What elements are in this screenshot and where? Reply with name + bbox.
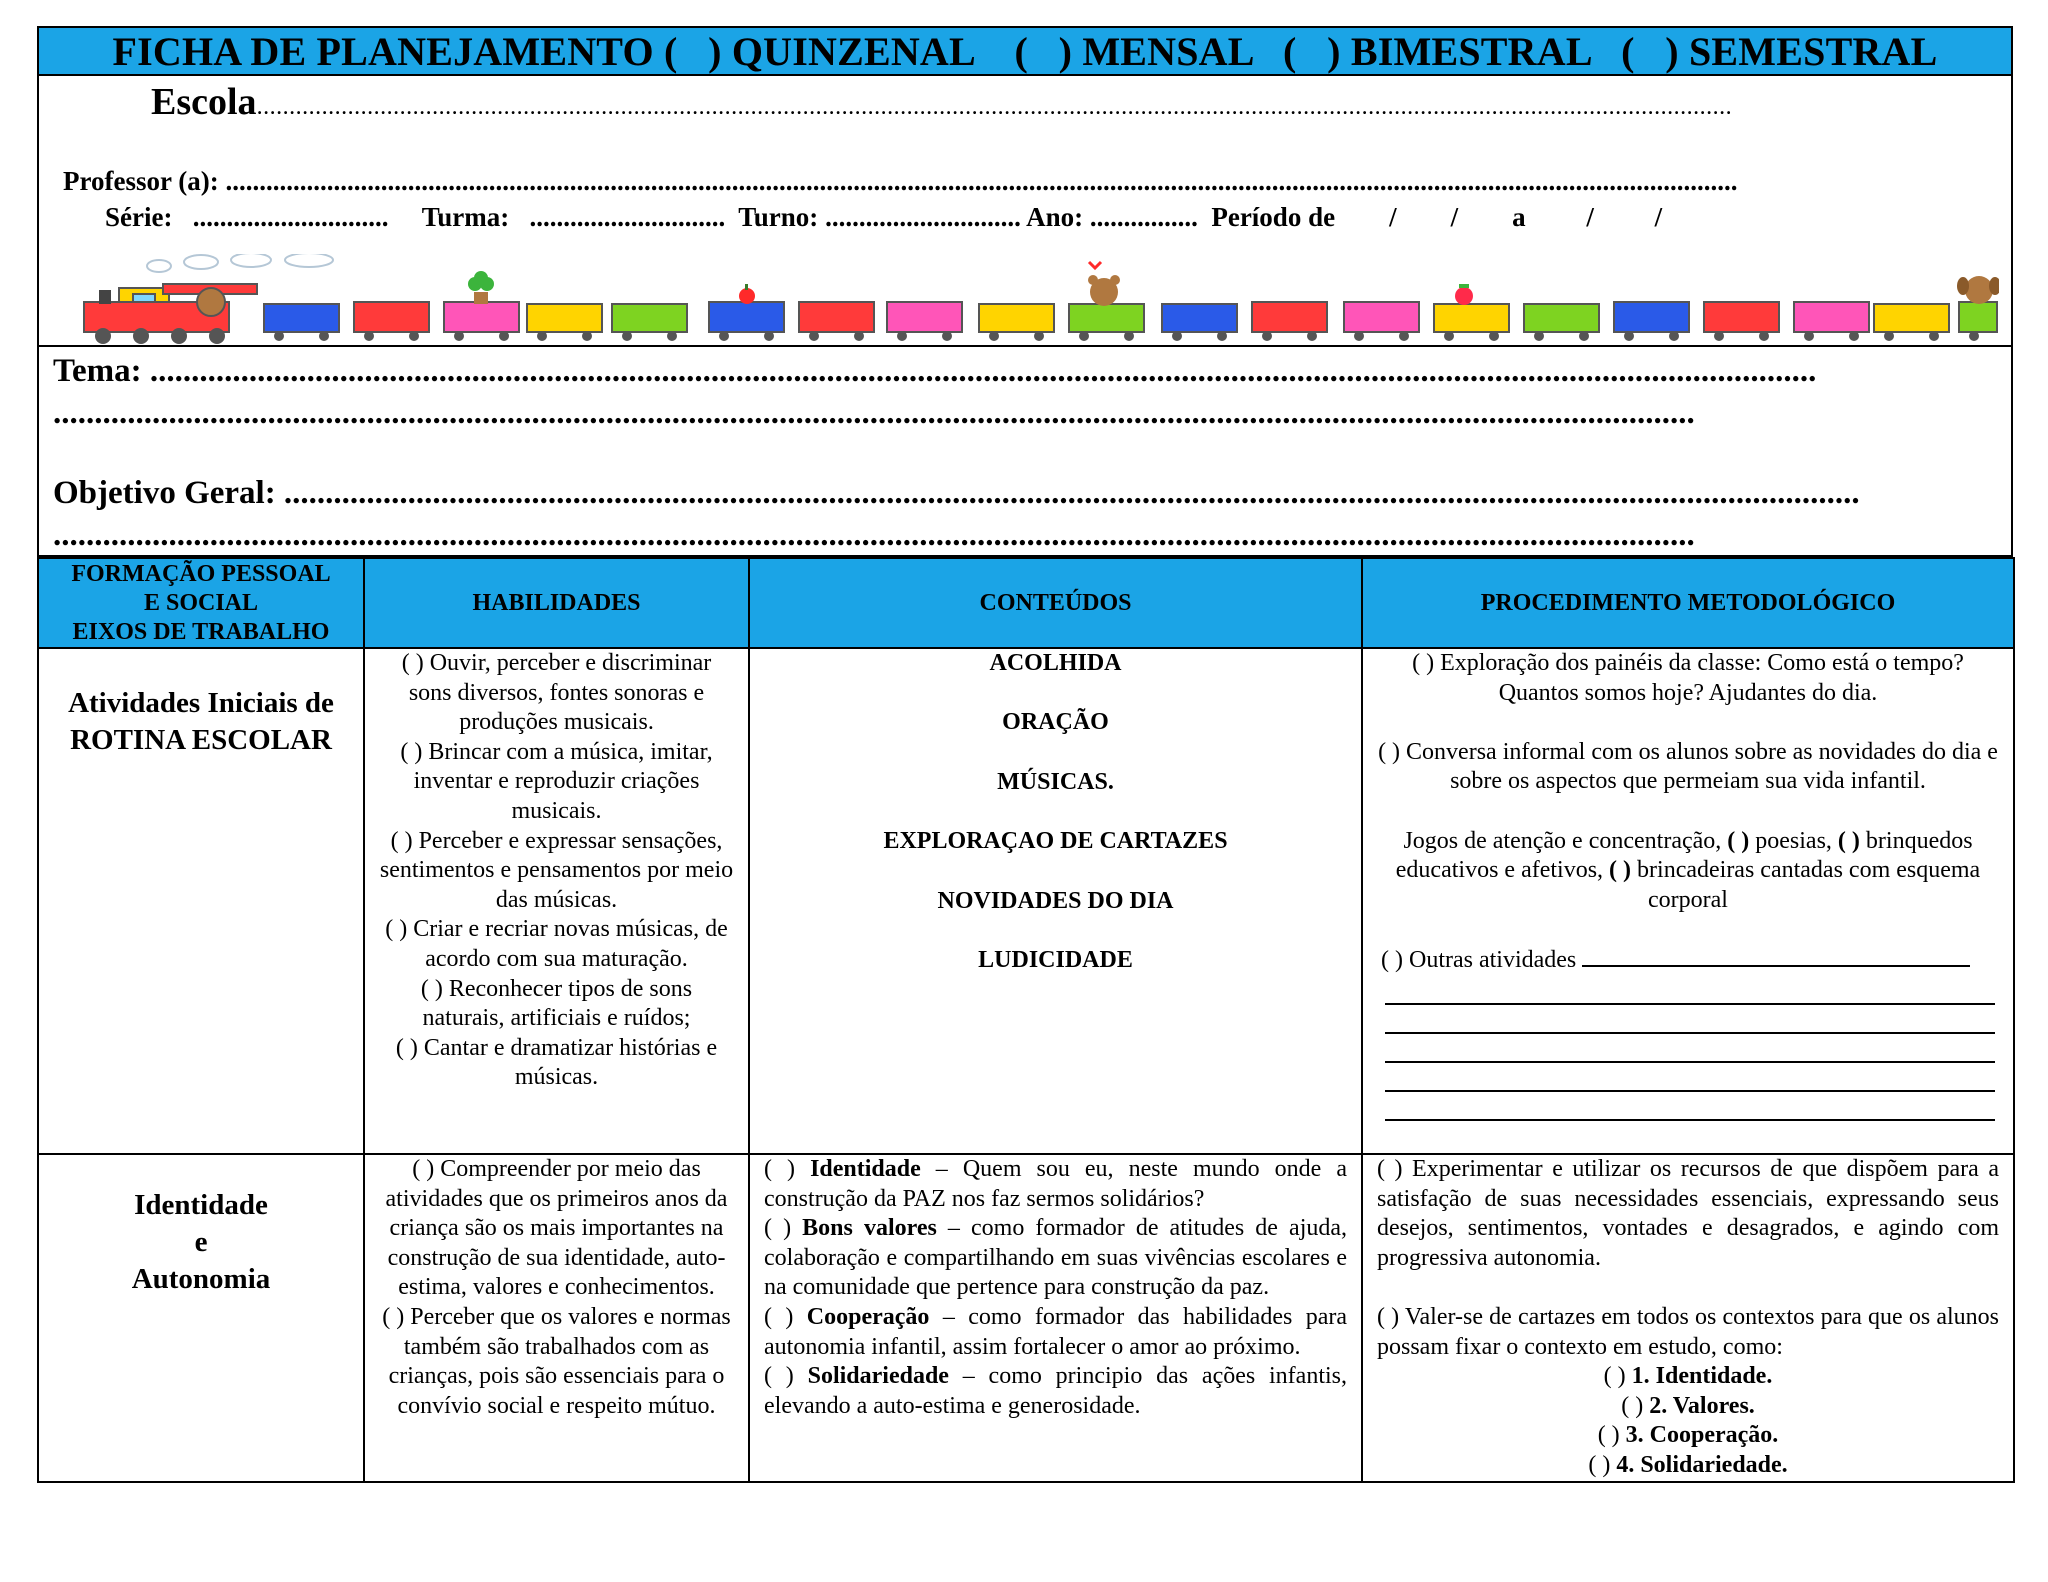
table-row xyxy=(38,1154,2014,1482)
table-row xyxy=(38,648,2014,1154)
skill-item[interactable]: ( ) Ouvir, perceber e discriminar sons diversos, fontes sonoras e produções musicais. xyxy=(401,650,712,736)
content-item[interactable] xyxy=(764,1303,1347,1362)
objetivo-geral-field[interactable]: Objetivo Geral: ............................................................................................................................................................................................... xyxy=(53,475,1860,511)
text: brinquedos educativos e afetivos, xyxy=(1395,827,1973,884)
cartaz-item[interactable] xyxy=(1377,1362,1999,1392)
cartaz-item[interactable] xyxy=(1377,1392,1999,1422)
procedure-item[interactable]: ( ) Experimentar e utilizar os recursos de que dispõem para a satisfação de suas necessidades essenciais, expressando seus desejos, sentimentos, vontades e desagrados, e agindo com progressiva autonomia. xyxy=(1377,1156,1999,1271)
header-line: EIXOS DE TRABALHO xyxy=(72,618,330,645)
checkbox[interactable]: ( ) xyxy=(1727,827,1750,854)
strawberry-icon xyxy=(1455,284,1473,305)
procedimento-cell xyxy=(1362,1154,2014,1482)
procedure-item[interactable]: ( ) Valer-se de cartazes em todos os contextos para que os alunos possam fixar o contexto em estudo, como: xyxy=(1377,1303,1999,1360)
conteudos-cell xyxy=(749,1154,1362,1482)
blank-line[interactable] xyxy=(1385,976,1995,1005)
content-term: Solidariedade xyxy=(807,1363,949,1390)
cartaz-item[interactable] xyxy=(1377,1421,1999,1451)
periodo-a: a xyxy=(1512,202,1526,232)
content-item: EXPLORAÇAO DE CARTAZES xyxy=(883,828,1228,855)
conteudos-cell xyxy=(749,648,1362,1154)
content-term: Bons valores xyxy=(802,1215,937,1242)
cartaz-label: 4. Solidariedade. xyxy=(1616,1451,1788,1478)
checkbox[interactable]: ( ) xyxy=(764,1156,811,1182)
ano-field[interactable]: ................ xyxy=(1089,202,1198,232)
planning-table xyxy=(37,557,2015,1483)
outras-atividades[interactable] xyxy=(1377,945,1999,976)
habilidades-cell xyxy=(364,648,749,1154)
periodo-label: Período de xyxy=(1211,202,1336,232)
turma-field[interactable]: ............................. xyxy=(529,202,726,232)
checkbox[interactable]: ( ) xyxy=(1609,857,1632,884)
apple-icon xyxy=(739,284,755,304)
planning-sheet xyxy=(37,26,2013,1483)
content-item: MÚSICAS. xyxy=(997,768,1114,795)
turno-field[interactable]: ............................. xyxy=(825,202,1021,232)
procedimento-cell xyxy=(1362,648,2014,1154)
content-text: – como formador de atitudes de ajuda, colaboração e compartilhando em suas vivências escolares e na comunidade que pertence para construção da paz. xyxy=(764,1215,1348,1301)
skill-item[interactable]: ( ) Cantar e dramatizar histórias e músicas. xyxy=(395,1034,718,1091)
header-conteudos: CONTEÚDOS xyxy=(749,558,1362,648)
checkbox[interactable]: ( ) xyxy=(1603,1363,1632,1390)
blank-line[interactable] xyxy=(1582,945,1970,967)
escola-label: Escola xyxy=(151,81,257,123)
content-item[interactable] xyxy=(764,1155,1347,1214)
bear-icon xyxy=(1088,262,1120,306)
checkbox[interactable]: ( ) xyxy=(1588,1451,1617,1478)
smoke-clouds xyxy=(147,254,333,272)
serie-field[interactable]: ............................. xyxy=(192,202,389,232)
date-slash: / xyxy=(1389,202,1397,232)
cartaz-label: 3. Cooperação. xyxy=(1625,1422,1779,1449)
procedure-item[interactable]: ( ) Conversa informal com os alunos sobre as novidades do dia e sobre os aspectos que permeiam sua vida infantil. xyxy=(1378,738,1998,795)
tema-field[interactable]: Tema: .......................................................................................................................................................................................................... xyxy=(53,353,1817,389)
date-slash: / xyxy=(1654,202,1663,232)
axis-line: Atividades Iniciais de xyxy=(68,687,334,719)
cartaz-item[interactable] xyxy=(1377,1451,1999,1481)
header-procedimento: PROCEDIMENTO METODOLÓGICO xyxy=(1362,558,2014,648)
content-item[interactable] xyxy=(764,1214,1347,1303)
outras-label: ( ) Outras atividades xyxy=(1381,946,1583,973)
axis-cell xyxy=(38,648,364,1154)
skill-item[interactable]: ( ) Perceber que os valores e normas também são trabalhados com as crianças, pois são essenciais para o convívio social e respeito mútuo. xyxy=(382,1303,731,1419)
habilidades-cell xyxy=(364,1154,749,1482)
train-illustration xyxy=(79,254,1999,346)
header-formacao xyxy=(38,558,364,648)
content-item: ORAÇÃO xyxy=(1002,709,1109,736)
checkbox[interactable]: ( ) xyxy=(764,1215,803,1242)
checkbox[interactable]: ( ) xyxy=(1597,1422,1626,1449)
content-text: – como formador das habilidades para autonomia infantil, assim fortalecer o amor ao próximo. xyxy=(764,1303,1347,1360)
axis-line: e xyxy=(194,1226,208,1258)
skill-item[interactable]: ( ) Reconhecer tipos de sons naturais, artificiais e ruídos; xyxy=(420,975,693,1032)
tema-section xyxy=(37,347,2013,557)
tema-line-2[interactable]: ....................................................................................................................................................................................................... xyxy=(53,395,1695,431)
procedure-item[interactable]: ( ) Exploração dos painéis da classe: Como está o tempo? Quantos somos hoje? Ajudantes do dia. xyxy=(1412,650,1964,706)
wagons xyxy=(264,302,1997,332)
header-habilidades: HABILIDADES xyxy=(364,558,749,648)
procedure-item[interactable] xyxy=(1377,827,1999,916)
checkbox[interactable]: ( ) xyxy=(764,1363,808,1390)
cartaz-label: 1. Identidade. xyxy=(1631,1363,1773,1390)
escola-field[interactable] xyxy=(151,80,1732,124)
content-item: LUDICIDADE xyxy=(978,947,1133,974)
objetivo-line-2[interactable]: ....................................................................................................................................................................................................... xyxy=(53,517,1695,553)
checkbox[interactable]: ( ) xyxy=(764,1303,807,1330)
content-term: Identidade xyxy=(810,1156,921,1182)
text: brincadeiras cantadas com esquema corporal xyxy=(1631,857,1981,913)
checkbox[interactable]: ( ) xyxy=(1621,1392,1650,1419)
skill-item[interactable]: ( ) Criar e recriar novas músicas, de acordo com sua maturação. xyxy=(385,916,728,972)
plant-icon xyxy=(468,271,494,304)
header-line: FORMAÇÃO PESSOAL xyxy=(71,560,331,587)
content-item: NOVIDADES DO DIA xyxy=(937,887,1174,914)
locomotive xyxy=(84,284,257,344)
dog-icon xyxy=(1957,276,1999,304)
header-section xyxy=(37,76,2013,347)
content-text: – como principio das ações infantis, elevando a auto-estima e generosidade. xyxy=(764,1363,1348,1419)
blank-line[interactable] xyxy=(1385,1034,1995,1063)
header-line: E SOCIAL xyxy=(143,589,259,616)
class-info-row xyxy=(105,202,1662,233)
sheet-title: FICHA DE PLANEJAMENTO ( ) QUINZENAL ( ) MENSAL ( ) BIMESTRAL ( ) SEMESTRAL xyxy=(37,26,2013,76)
blank-line[interactable] xyxy=(1385,1092,1995,1121)
professor-field[interactable]: Professor (a): ................................................................................................................................................................................................................................ xyxy=(63,166,1738,196)
axis-line: Autonomia xyxy=(131,1263,271,1295)
content-term: Cooperação xyxy=(806,1303,930,1330)
turma-label: Turma: xyxy=(421,202,510,232)
axis-cell xyxy=(38,1154,364,1482)
content-item: ACOLHIDA xyxy=(989,650,1122,676)
date-slash: / xyxy=(1586,202,1594,232)
serie-label: Série: xyxy=(105,202,173,232)
checkbox[interactable]: ( ) xyxy=(1837,827,1860,854)
skill-item[interactable]: ( ) Perceber e expressar sensações, sentimentos e pensamentos por meio das músicas. xyxy=(379,827,734,913)
turno-label: Turno: xyxy=(738,202,819,232)
axis-line: Identidade xyxy=(134,1189,268,1221)
skill-item[interactable]: ( ) Compreender por meio das atividades que os primeiros anos da criança são os mais importantes na construção de sua identidade, auto-estima, valores e conhecimentos. xyxy=(385,1156,728,1301)
date-slash: / xyxy=(1450,202,1459,232)
ano-label: Ano: xyxy=(1026,202,1084,232)
blank-line[interactable] xyxy=(1385,1005,1995,1034)
text: poesias, xyxy=(1749,827,1832,854)
axis-line: ROTINA ESCOLAR xyxy=(70,724,332,756)
skill-item[interactable]: ( ) Brincar com a música, imitar, inventar e reproduzir criações musicais. xyxy=(400,738,713,824)
blank-line[interactable] xyxy=(1385,1063,1995,1092)
escola-dots: ................................................................................................................................................................................................................................... xyxy=(256,94,1733,120)
cartaz-label: 2. Valores. xyxy=(1649,1392,1755,1419)
text: Jogos de atenção e concentração, xyxy=(1403,827,1722,854)
content-text: – Quem sou eu, neste mundo onde a construção da PAZ nos faz sermos solidários? xyxy=(764,1156,1347,1212)
content-item[interactable] xyxy=(764,1362,1347,1421)
